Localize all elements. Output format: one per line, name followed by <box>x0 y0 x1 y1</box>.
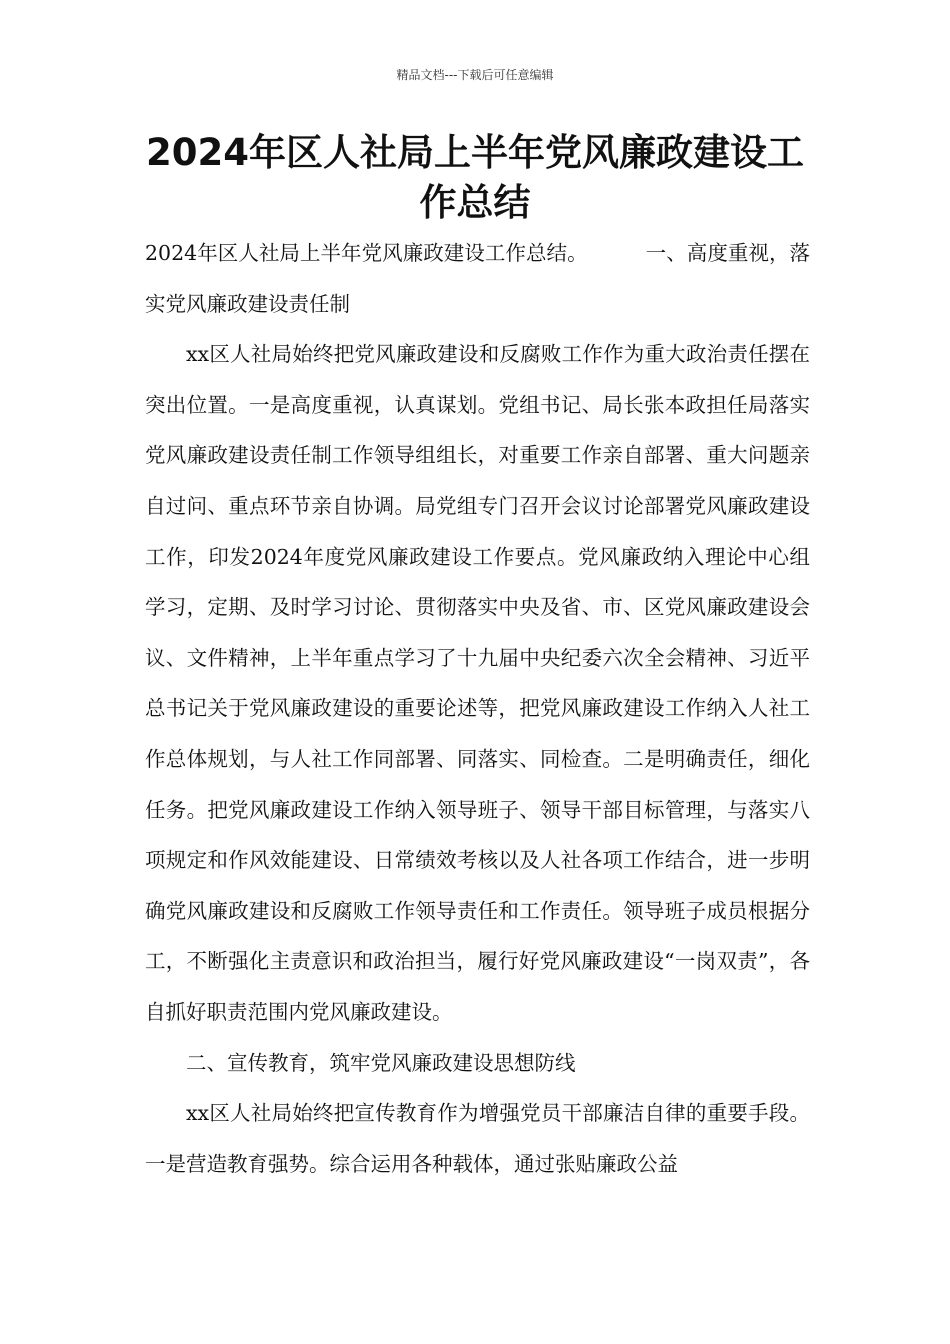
body-paragraph-1: xx区人社局始终把党风廉政建设和反腐败工作作为重大政治责任摆在突出位置。一是高度重视，认真谋划。党组书记、局长张本政担任局落实党风廉政建设责任制工作领导组组长，对重要工作亲自部署、重大问题亲自过问、重点环节亲自协调。局党组专门召开会议讨论部署党风廉政建设工作，印发2024年度党风廉政建设工作要点。党风廉政纳入理论中心组学习，定期、及时学习讨论、贯彻落实中央及省、市、区党风廉政建设会议、文件精神，上半年重点学习了十九届中央纪委六次全会精神、习近平总书记关于党风廉政建设的重要论述等，把党风廉政建设工作纳入人社工作总体规划，与人社工作同部署、同落实、同检查。二是明确责任，细化任务。把党风廉政建设工作纳入领导班子、领导干部目标管理，与落实八项规定和作风效能建设、日常绩效考核以及人社各项工作结合，进一步明确党风廉政建设和反腐败工作领导责任和工作责任。领导班子成员根据分工，不断强化主责意识和政治担当，履行好党风廉政建设“一岗双责”，各自抓好职责范围内党风廉政建设。 <box>145 342 810 1024</box>
intro-paragraph <box>145 228 810 329</box>
section-heading-1: 一、高度重视，落实党风廉政建设责任制 <box>145 241 811 316</box>
body-paragraph-2: xx区人社局始终把宣传教育作为增强党员干部廉洁自律的重要手段。一是营造教育强势。综合运用各种载体，通过张贴廉政公益 <box>145 1101 810 1176</box>
section-heading-2: 二、宣传教育，筑牢党风廉政建设思想防线 <box>186 1050 576 1075</box>
page-title: 2024年区人社局上半年党风廉政建设工作总结 <box>146 131 804 224</box>
header-note: 精品文档---下载后可任意编辑 <box>396 68 554 82</box>
document-body <box>145 228 810 1189</box>
intro-summary: 2024年区人社局上半年党风廉政建设工作总结。 <box>145 241 588 265</box>
